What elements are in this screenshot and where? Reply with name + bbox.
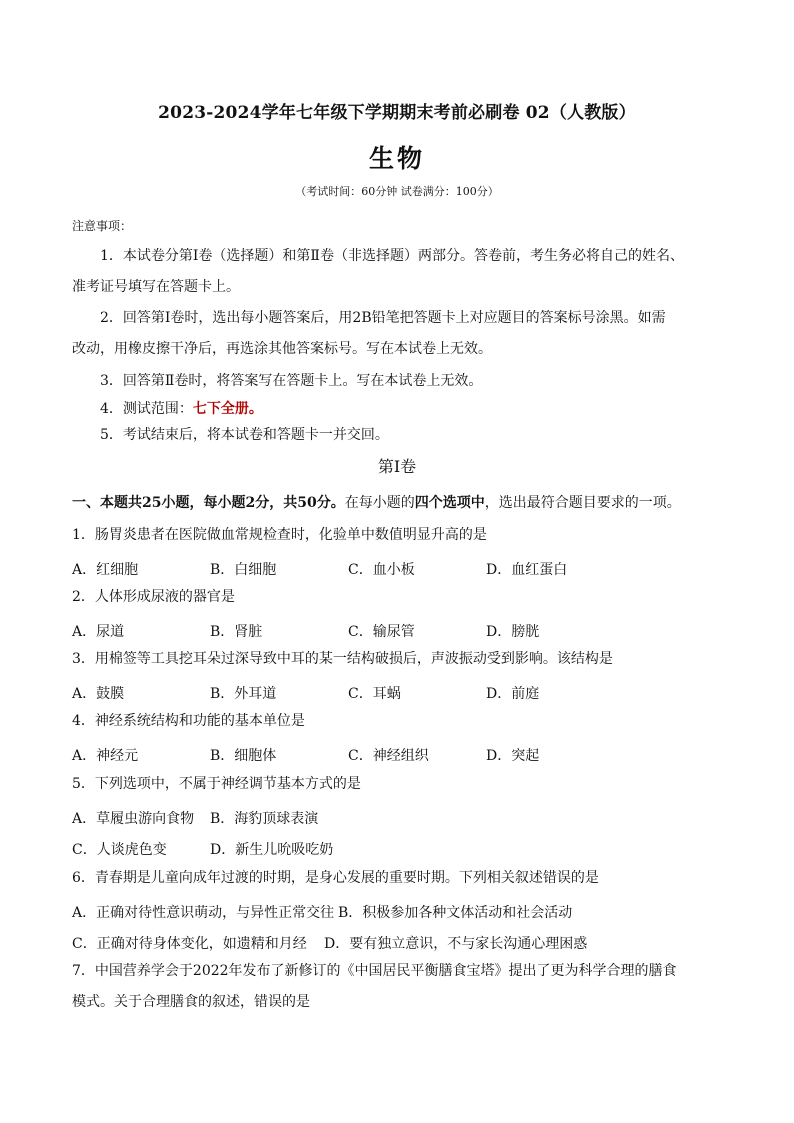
question-1-option-a[interactable]: A．红细胞 xyxy=(72,562,139,578)
question-2-stem: 2．人体形成尿液的器官是 xyxy=(72,589,235,605)
section-title: 第Ⅰ卷 xyxy=(377,457,417,476)
instruction-part-3: 四个选项中 xyxy=(414,495,485,511)
notice-heading: 注意事项： xyxy=(72,219,133,233)
notice-item-2-line-1: 2．回答第Ⅰ卷时，选出每小题答案后，用2B铅笔把答题卡上对应题目的答案标号涂黑。如需 xyxy=(100,310,666,326)
notice-item-1-line-1: 1．本试卷分第Ⅰ卷（选择题）和第Ⅱ卷（非选择题）两部分。答卷前，考生务必将自己的姓名、 xyxy=(100,248,684,264)
question-2-option-c[interactable]: C．输尿管 xyxy=(348,624,415,640)
exam-title: 2023-2024学年七年级下学期期末考前必刷卷 02（人教版） xyxy=(158,103,636,123)
question-2-option-a[interactable]: A．尿道 xyxy=(72,624,125,640)
question-5-stem: 5．下列选项中，不属于神经调节基本方式的是 xyxy=(72,776,361,792)
question-4-option-b[interactable]: B．细胞体 xyxy=(210,748,277,764)
question-5-option-d[interactable]: D．新生儿吮吸吃奶 xyxy=(210,842,334,858)
test-scope-highlight: 七下全册。 xyxy=(192,401,263,417)
question-4-option-c[interactable]: C．神经组织 xyxy=(348,748,429,764)
question-1-option-d[interactable]: D．血红蛋白 xyxy=(486,562,568,578)
question-1-stem: 1．肠胃炎患者在医院做血常规检查时，化验单中数值明显升高的是 xyxy=(72,527,487,543)
question-2-option-b[interactable]: B．肾脏 xyxy=(210,624,263,640)
question-6-option-a[interactable]: A．正确对待性意识萌动，与异性正常交往 xyxy=(72,905,335,921)
question-7-stem-line-1: 7．中国营养学会于2022年发布了新修订的《中国居民平衡膳食宝塔》提出了更为科学合理的膳食 xyxy=(72,963,677,979)
notice-item-1-line-2: 准考证号填写在答题卡上。 xyxy=(72,279,240,295)
question-3-option-a[interactable]: A．鼓膜 xyxy=(72,686,125,702)
exam-time-info: （考试时间：60分钟 试卷满分：100分） xyxy=(295,185,499,198)
instruction-part-4: ，选出最符合题目要求的一项。 xyxy=(484,495,681,511)
question-3-option-b[interactable]: B．外耳道 xyxy=(210,686,277,702)
question-6-stem: 6．青春期是儿童向成年过渡的时期，是身心发展的重要时期。下列相关叙述错误的是 xyxy=(72,870,599,886)
question-3-option-c[interactable]: C．耳蜗 xyxy=(348,686,401,702)
question-1-option-c[interactable]: C．血小板 xyxy=(348,562,415,578)
notice-item-5: 5．考试结束后，将本试卷和答题卡一并交回。 xyxy=(100,427,389,443)
notice-item-4 xyxy=(100,402,263,416)
subject-title: 生物 xyxy=(368,144,425,173)
question-4-option-a[interactable]: A．神经元 xyxy=(72,748,139,764)
question-4-stem: 4．神经系统结构和功能的基本单位是 xyxy=(72,713,305,729)
section-instruction xyxy=(72,496,681,510)
question-1-option-b[interactable]: B．白细胞 xyxy=(210,562,277,578)
question-3-option-d[interactable]: D．前庭 xyxy=(486,686,540,702)
question-6-option-d[interactable]: D．要有独立意识，不与家长沟通心理困惑 xyxy=(324,936,588,952)
question-4-option-d[interactable]: D．突起 xyxy=(486,748,540,764)
question-5-option-c[interactable]: C．人谈虎色变 xyxy=(72,842,167,858)
instruction-part-2: 在每小题的 xyxy=(344,495,415,511)
question-2-option-d[interactable]: D．膀胱 xyxy=(486,624,540,640)
instruction-part-1: 一、本题共25小题，每小题2分，共50分。 xyxy=(72,495,345,511)
notice-item-2-line-2: 改动，用橡皮擦干净后，再选涂其他答案标号。写在本试卷上无效。 xyxy=(72,341,492,357)
question-3-stem: 3．用棉签等工具挖耳朵过深导致中耳的某一结构破损后，声波振动受到影响。该结构是 xyxy=(72,651,613,667)
notice-item-4-prefix: 4．测试范围： xyxy=(100,401,193,417)
question-5-option-a[interactable]: A．草履虫游向食物 xyxy=(72,811,195,827)
question-5-option-b[interactable]: B．海豹顶球表演 xyxy=(210,811,319,827)
question-6-option-c[interactable]: C．正确对待身体变化，如遗精和月经 xyxy=(72,936,307,952)
notice-item-3: 3．回答第Ⅱ卷时，将答案写在答题卡上。写在本试卷上无效。 xyxy=(100,373,483,389)
question-6-option-b[interactable]: B．积极参加各种文体活动和社会活动 xyxy=(338,905,573,921)
question-7-stem-line-2: 模式。关于合理膳食的叙述，错误的是 xyxy=(72,994,310,1010)
